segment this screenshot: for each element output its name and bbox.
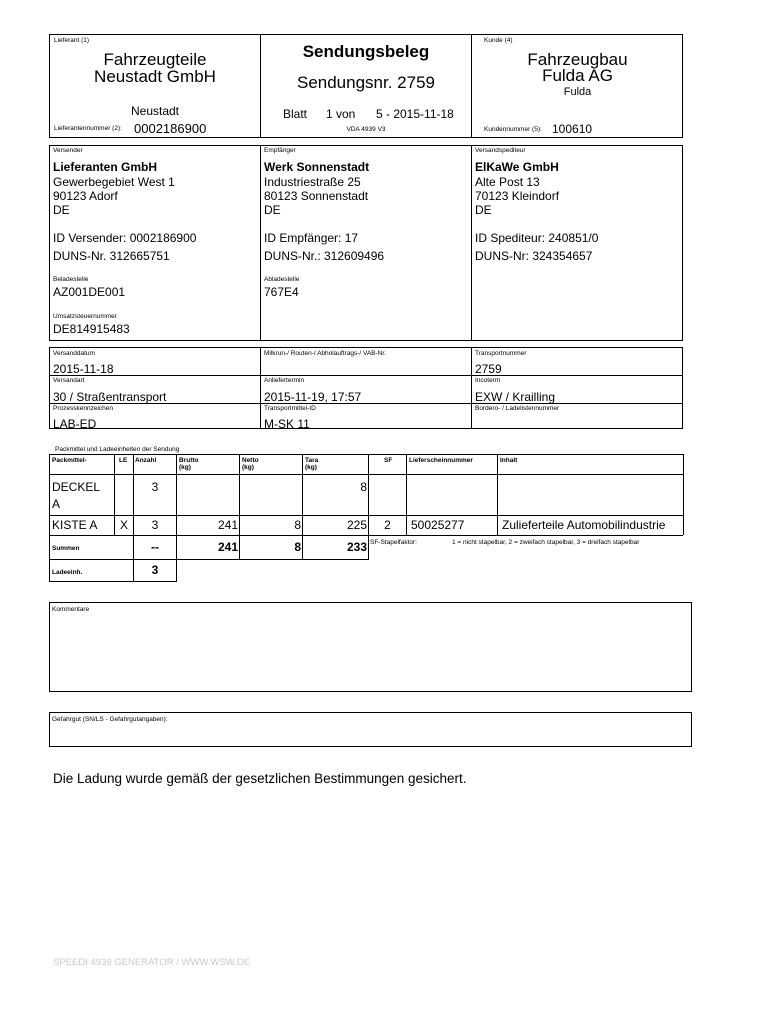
- supplier-number-label: Lieferantennummer (2):: [54, 125, 122, 132]
- customer-name: Fulda AG: [542, 66, 613, 85]
- bordero-label: Bordero- / Ladelistennummer: [475, 405, 560, 412]
- table-cell: 225: [346, 518, 367, 532]
- sf-legend: 1 = nicht stapelbar, 2 = zweifach stapelbar, 3 = dreifach stapelbar: [452, 539, 640, 546]
- incoterm: EXW / Krailling: [475, 390, 556, 404]
- ship-date-label: Versanddatum: [53, 350, 95, 357]
- forwarder-country: DE: [475, 203, 492, 217]
- recipient-country: DE: [264, 203, 281, 217]
- forwarder-id: ID Spediteur: 240851/0: [475, 231, 599, 245]
- vat-number: DE814915483: [53, 322, 130, 336]
- col-header-brutto-unit: (kg): [179, 464, 191, 471]
- customer-label: Kunde (4): [484, 37, 513, 44]
- table-line: [406, 454, 407, 535]
- table-cell: DECKEL: [52, 480, 101, 494]
- sender-name: Lieferanten GmbH: [53, 160, 158, 174]
- col-header-tara: Tara: [305, 457, 319, 464]
- supplier-number: 0002186900: [134, 121, 207, 136]
- recipient-name: Werk Sonnenstadt: [264, 160, 370, 174]
- transport-divider: [471, 347, 472, 429]
- forwarder-name: ElKaWe GmbH: [475, 160, 559, 174]
- vat-label: Umsatzsteuernummer: [53, 313, 117, 320]
- sheet-number: 1 von: [326, 107, 356, 121]
- ladeeinh-label: Ladeeinh.: [52, 569, 83, 576]
- recipient-label: Empfänger: [264, 147, 296, 154]
- customer-number: 100610: [552, 122, 593, 136]
- table-line: [49, 535, 683, 536]
- sender-country: DE: [53, 203, 70, 217]
- sum-brutto: 241: [217, 540, 238, 554]
- supplier-name: Fahrzeugteile: [103, 50, 207, 69]
- process-label: Prozesskennzeichen: [53, 405, 113, 412]
- table-cell: KISTE A: [52, 518, 98, 532]
- table-cell: 8: [360, 480, 367, 494]
- sum-tara: 233: [346, 540, 367, 554]
- col-header-netto: Netto: [242, 457, 259, 464]
- col-header-sf: SF: [384, 457, 393, 464]
- transport-row-line: [49, 375, 683, 376]
- recipient-city: 80123 Sonnenstadt: [264, 189, 369, 203]
- table-cell: 241: [217, 518, 238, 532]
- table-line: [49, 454, 50, 582]
- table-cell: 50025277: [411, 518, 465, 532]
- unloading-point: 767E4: [264, 285, 299, 299]
- customer-name: Fahrzeugbau: [527, 50, 628, 69]
- table-line: [49, 454, 683, 455]
- col-header-tara-unit: (kg): [305, 464, 317, 471]
- sender-id: ID Versender: 0002186900: [53, 231, 197, 245]
- sum-label: Summen: [52, 545, 80, 552]
- transport-number-label: Transportnummer: [475, 350, 527, 357]
- generator-footer: SPEEDI 4939 GENERATOR / WWW.WSW.DE: [53, 957, 251, 968]
- sheet-label: Blatt: [283, 107, 308, 121]
- sender-label: Versender: [53, 147, 83, 154]
- customer-number-label: Kundennummer (5):: [484, 126, 542, 133]
- table-line: [49, 559, 368, 560]
- delivery-label: Anliefertermin: [264, 377, 305, 384]
- col-header-netto-unit: (kg): [242, 464, 254, 471]
- comments-label: Kommentare: [52, 606, 90, 613]
- document-title: Sendungsbeleg: [302, 42, 430, 61]
- sum-anzahl: --: [151, 540, 159, 554]
- ship-type-label: Versandart: [53, 377, 85, 384]
- milkrun-label: Milkrun-/ Routen-/ Abholauftrags-/ VAB-Nr.: [264, 350, 386, 357]
- table-line: [49, 474, 683, 475]
- process-code: LAB-ED: [53, 417, 97, 431]
- table-line: [49, 581, 176, 582]
- col-header-lieferschein: Lieferscheinnummer: [409, 457, 473, 464]
- transport-divider: [260, 347, 261, 429]
- ladeeinh-value: 3: [151, 563, 159, 577]
- ship-date: 2015-11-18: [53, 362, 114, 376]
- col-header-anzahl: Anzahl: [135, 457, 157, 464]
- supplier-label: Lieferant (1): [54, 37, 90, 44]
- transport-number: 2759: [475, 362, 502, 376]
- parties-divider: [260, 145, 261, 341]
- table-line: [49, 515, 683, 516]
- table-cell: 2: [384, 518, 391, 532]
- sheet-date: 5 - 2015-11-18: [376, 107, 454, 121]
- table-line: [497, 454, 498, 535]
- table-cell: 8: [294, 518, 301, 532]
- load-securing-statement: Die Ladung wurde gemäß der gesetzlichen Bestimmungen gesichert.: [53, 771, 467, 786]
- table-line: [368, 454, 369, 560]
- loading-point-label: Beladestelle: [53, 276, 89, 283]
- loading-point: AZ001DE001: [53, 285, 126, 299]
- table-cell: Zulieferteile Automobilindustrie: [502, 518, 666, 532]
- unloading-point-label: Abladestelle: [264, 276, 300, 283]
- recipient-street: Industriestraße 25: [264, 175, 361, 189]
- transport-box: [49, 347, 683, 429]
- table-cell: A: [52, 497, 61, 511]
- forwarder-duns: DUNS-Nr: 324354657: [475, 249, 593, 263]
- table-cell: 3: [151, 518, 159, 532]
- incoterm-label: Incoterm: [475, 377, 501, 384]
- col-header-inhalt: Inhalt: [500, 457, 518, 464]
- hazmat-label: Gefahrgut (SN/LS - Gefahrgutangaben):: [52, 716, 168, 723]
- sum-netto: 8: [294, 540, 301, 554]
- supplier-name: Neustadt GmbH: [94, 67, 216, 86]
- sender-city: 90123 Adorf: [53, 189, 118, 203]
- vehicle-label: Transportmittel-ID: [264, 405, 316, 412]
- comments-box[interactable]: [49, 602, 692, 692]
- recipient-id: ID Empfänger: 17: [264, 231, 359, 245]
- forwarder-city: 70123 Kleindorf: [475, 189, 560, 203]
- table-line: [683, 454, 684, 535]
- delivery-date: 2015-11-19, 17:57: [264, 390, 362, 404]
- packing-caption: Packmittel und Ladeeinheiten der Sendung: [55, 446, 180, 453]
- parties-divider: [471, 145, 472, 341]
- ship-type: 30 / Straßentransport: [53, 390, 167, 404]
- recipient-duns: DUNS-Nr.: 312609496: [264, 249, 385, 263]
- table-cell: 3: [151, 480, 159, 494]
- sender-duns: DUNS-Nr. 312665751: [53, 249, 170, 263]
- forwarder-label: Versandspediteur: [475, 147, 526, 154]
- forwarder-street: Alte Post 13: [475, 175, 540, 189]
- table-cell: X: [119, 518, 128, 532]
- sf-note: SF-Stapelfaktor:: [370, 539, 417, 546]
- sender-street: Gewerbegebiet West 1: [53, 175, 175, 189]
- col-header-brutto: Brutto: [179, 457, 199, 464]
- vehicle-id: M-SK 11: [264, 417, 310, 431]
- col-header-packmittel: Packmittel-: [52, 457, 87, 464]
- customer-city: Fulda: [563, 86, 592, 98]
- supplier-city: Neustadt: [130, 104, 180, 118]
- shipment-number: Sendungsnr. 2759: [296, 73, 435, 92]
- vda-version: VDA 4939 V3: [346, 126, 386, 133]
- col-header-le: LE: [119, 457, 128, 464]
